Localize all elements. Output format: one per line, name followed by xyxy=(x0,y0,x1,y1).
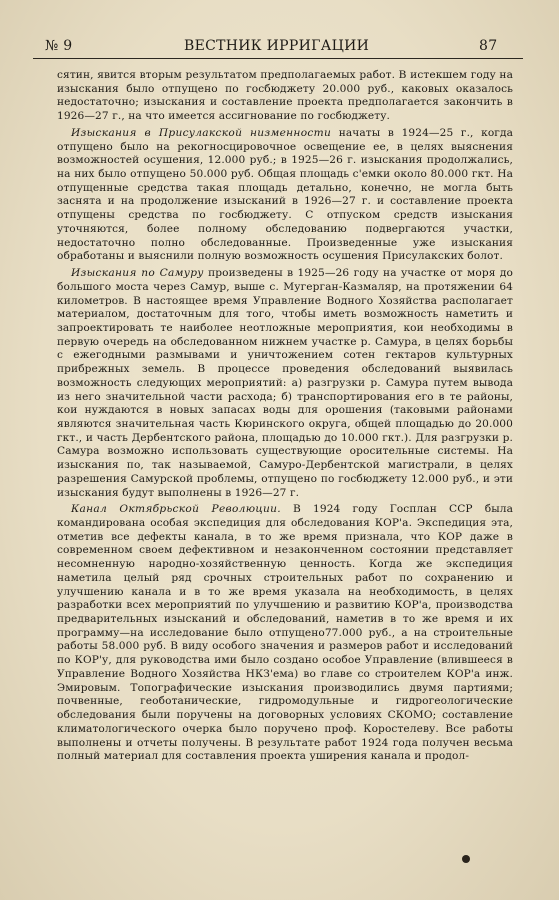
header-rule xyxy=(33,58,523,59)
article-body xyxy=(57,69,513,767)
paragraph-continuation: сятин, явится вторым результатом предполагаемых работ. В истекшем году на изыскания было отпущено по госбюджету 20.000 руб., каковых оказалось недостаточно; изыскания и составление проекта предполагается закончить в 1926—27 г., на что имеется ассигнование по госбюджету. xyxy=(57,69,513,123)
paragraph-prisulak xyxy=(57,127,513,264)
section-heading-samur: Изыскания по Самуру xyxy=(71,267,204,280)
page-number: 87 xyxy=(479,38,498,54)
journal-title: ВЕСТНИК ИРРИГАЦИИ xyxy=(184,38,370,54)
paragraph-kor-text: В 1924 году Госплан ССР была командирована особая экспедиция для обследования КОР'а. Экспедиция эта, отметив все дефекты канала, в то же время признала, что КОР даже в современном своем дефективном и незаконченном состоянии представляет несомненную народно-хозяйственную ценность. Когда же экспедиция наметила целый ряд срочных строительных работ по сохранению и улучшению канала и в то же время указала на необходимость, в целях разработки всех мероприятий по улучшению и развитию КОР'а, производства предварительных изысканий и обследований, наметив в то же время и их программу—на исследование было отпущено77.000 руб., а на строительные работы 58.000 руб. В виду особого значения и размеров работ и исследований по КОР'у, для руководства ими было создано особое Управление (влившееся в Управление Водного Хозяйства НКЗ'ема) во главе со строителем КОР'а инж. Эмировым. Топографические изыскания производились двумя партиями; почвенные, геоботанические, гидромодульные и гидрогеологические обследования были поручены на договорных условиях СКОМО; составление климатологического очерка было поручено проф. Коростелеву. Все работы выполнены и отчеты получены. В результате работ 1924 года получен весьма полный материал для составления проекта уширения канала и продол- xyxy=(57,503,513,763)
issue-number: № 9 xyxy=(45,38,73,54)
section-heading-prisulak: Изыскания в Присулакской низменности xyxy=(71,126,332,139)
paragraph-kor xyxy=(57,503,513,764)
paragraph-samur-text: произведены в 1925—26 году на участке от моря до большого моста через Самур, выше с. Мугерган-Казмаляр, на протяжении 64 километров. В настоящее время Управление Водного Хозяйства располагает материалом, достаточным для того, чтобы иметь возможность наметить и запроектировать те наиболее неотложные мероприятия, кои необходимы в первую очередь на обследованном нижнем участке р. Самура, в целях борьбы с ежегодными размывами и уничтожением сотен гектаров культурных прибрежных земель. В процессе проведения обследований выявилась возможность следующих мероприятий: а) разгрузки р. Самура путем вывода из него значительной части расхода; б) транспортирования его в те районы, кои нуждаются в новых запасах воды для орошения (таковыми районами являются значительная часть Кюринского округа, общей площадью до 20.000 гкт., и часть Дербентского района, площадью до 10.000 гкт.). Для разгрузки р. Самура возможно использовать существующие оросительные системы. На изыскания по, так называемой, Самуро-Дербентской магистрали, в целях разрешения Самурской проблемы, отпущено по госбюджету 12.000 руб., и эти изыскания будут выполнены в 1926—27 г. xyxy=(57,267,513,499)
ink-blot xyxy=(462,855,470,863)
paragraph-prisulak-text: начаты в 1924—25 г., когда отпущено было на рекогносцировочное освещение ее, в целях выяснения возможностей осушения, 12.000 руб.; в 1925—26 г. изыскания продолжались, на них было отпущено 50.000 руб. Общая площадь с'емки около 80.000 гкт. На отпущенные средства такая площадь детально, конечно, не могла быть заснята и на продолжение изысканий в 1926—27 г. и составление проекта отпущены средства по госбюджету. С отпуском средств изыскания уточняются, более полному обследованию подвергаются участки, недостаточно полно обследованные. Произведенные уже изыскания обработаны и выяснили полную возможность осушения Присулакских болот. xyxy=(57,126,513,263)
paragraph-samur xyxy=(57,267,513,500)
running-header xyxy=(0,36,559,56)
section-heading-kor: Канал Октябрьской Революции. xyxy=(71,503,281,516)
